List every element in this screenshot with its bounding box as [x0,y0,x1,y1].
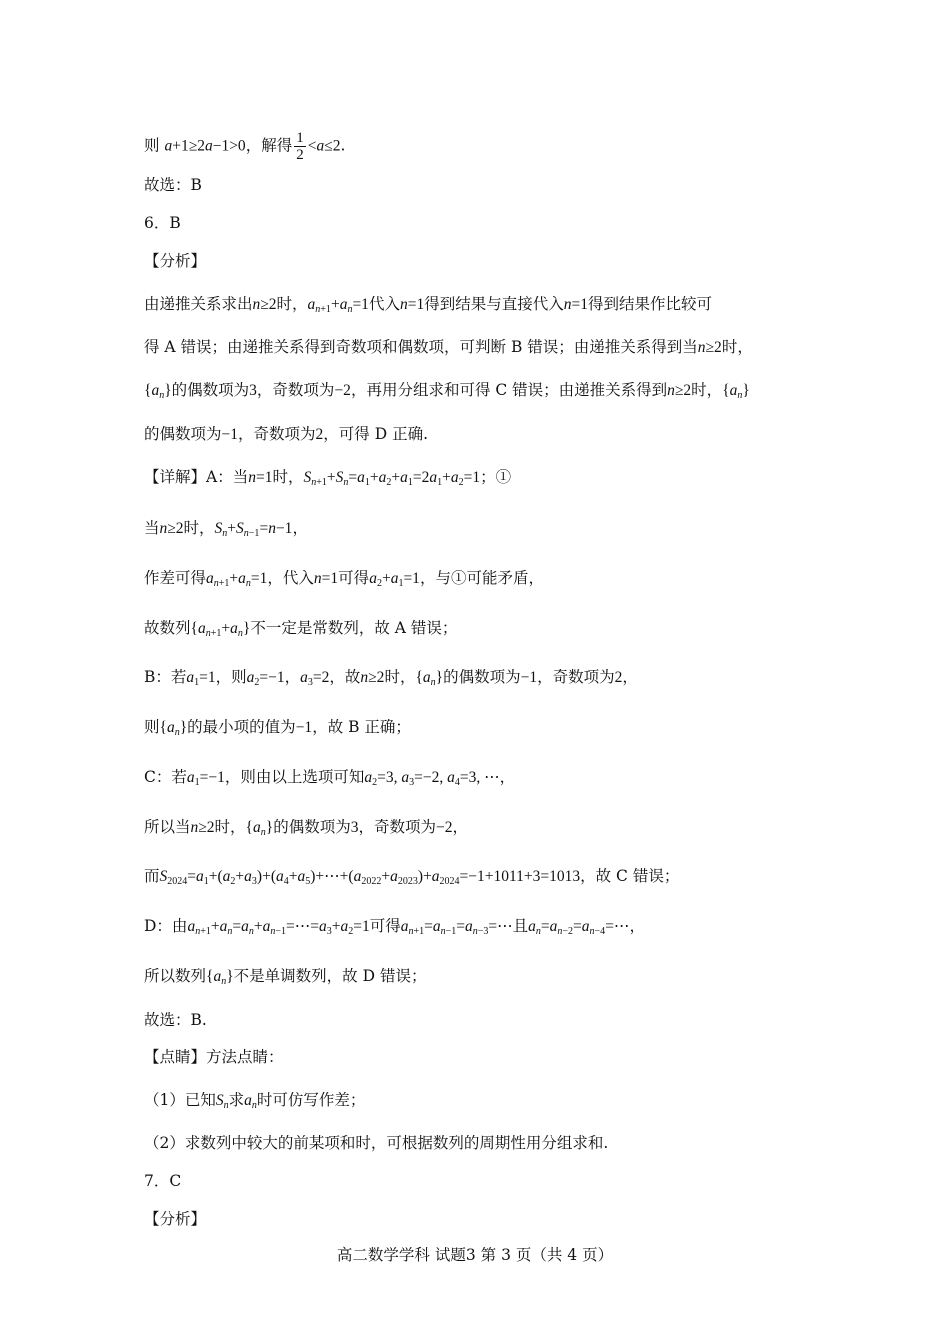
math: $a_{n+1}+a_n=1$ [307,296,369,315]
math: −1 [520,669,538,686]
text: ，故 B 正确； [312,718,411,736]
inequality: <a≤2 [307,137,341,155]
text: 时， [691,381,723,399]
text: 故数列 [144,619,191,637]
math: n=1 [563,296,588,313]
math: $\{a_n\}$ [415,669,444,688]
text: ，则 [215,668,247,686]
text-line-22 [144,1088,365,1113]
math: n≥2 [360,669,385,686]
text: 的偶数项为 [144,425,222,443]
text: ，可得 D 正确. [323,425,428,443]
text: 时， [276,295,308,313]
math: $a_{n+1}=a_{n-1}=a_{n-3}=\cdots$ [400,918,513,937]
math: $a_2=3$, $a_3=-2$, $a_4=3$, ⋯ [364,769,500,788]
math: $\{a_n\}$ [159,719,188,738]
answer-line: 故选：B. [144,1011,207,1029]
text: 时， [214,818,246,836]
text: 可得 [369,917,401,935]
section-heading: 【分析】 [144,252,207,270]
text: 所以数列 [144,967,207,985]
text-line-9 [144,465,511,490]
text: ，与①可能矛盾， [419,569,544,587]
text: 【详解】A：当 [144,468,249,486]
inequality: a+1≥2a−1>0 [164,137,246,155]
text: 则 [144,136,160,155]
text: 求 [228,1091,245,1109]
text: 的最小项的值为 [187,718,296,736]
math: −2 [334,382,351,399]
text: 得到结果作比较可 [587,295,712,313]
text-line-1 [144,130,345,163]
text: ， [284,668,301,686]
text: ，代入 [267,569,314,587]
text: 则 [144,718,160,736]
text-line-13 [144,665,638,690]
math: $a_3=2$ [300,669,330,688]
text-line-10 [144,516,308,541]
math: n≥2 [190,819,215,836]
text: ，故 [329,668,361,686]
math: $\{a_n\}$ [245,819,274,838]
text: ， [452,818,468,836]
text: 当 [144,519,160,537]
text-line-17 [144,864,679,889]
text-line-14 [144,715,411,740]
text: ， [629,917,645,935]
math: $S_n$ [215,1092,229,1111]
text: B：若 [144,668,187,686]
text: 时， [721,338,753,356]
text: 时， [272,468,304,486]
text: 时可仿写作差； [256,1091,366,1109]
text-line-19 [144,964,426,989]
math: $\{a_n\}$ [206,968,234,987]
math: −1 [295,719,313,736]
math: $a_2+a_1=1$ [369,570,420,589]
math: $a_2=-1$ [246,669,285,688]
text: 的偶数项为 [443,668,521,686]
text-line-7 [144,378,750,403]
math: 2 [614,669,623,686]
text: D：由 [144,917,188,935]
text-line-8 [144,422,428,447]
text: 作差可得 [144,569,207,587]
section-heading: 【分析】 [144,1210,207,1228]
text-line-15 [144,765,515,790]
text: ，则由以上选项可知 [224,768,365,786]
text: 不是单调数列，故 D 错误； [233,967,427,985]
math: n≥2 [667,382,692,399]
math: $a_n=a_{n-2}=a_{n-4}=\cdots$ [528,918,630,937]
math: 3 [249,382,257,399]
text: 的偶数项为 [273,818,351,836]
math: $S_n+S_{n-1}=n-1$ [214,520,293,539]
question-number: 6．B [144,214,181,232]
page-footer: 高二数学学科 试题3 第 3 页（共 4 页） [336,1246,614,1264]
text: 且 [512,917,529,935]
math: n≥2 [159,520,184,537]
question-number: 7．C [144,1172,182,1190]
math: $S_{n+1}+S_n=a_1+a_2+a_1=2a_1+a_2=1$ [303,469,481,488]
text-line-6 [144,335,753,360]
math: $a_{n+1}+a_n=1$ [206,570,268,589]
math: $\{a_{n+1}+a_n\}$ [190,620,251,639]
text: 代入 [368,295,400,313]
text: 不一定是常数列，故 A 错误； [250,619,458,637]
text: . [340,136,346,155]
text-line-2: 故选：B [144,176,202,194]
text: 可得 [338,569,370,587]
text: 的偶数项为 [171,381,250,399]
text: ， [292,519,308,537]
text: ，奇数项为 [238,425,316,443]
text-line-18 [144,914,645,939]
text: ， [622,668,638,686]
text: ，再用分组求和可得 C 错误；由递推关系得到 [350,381,668,399]
fraction: $\frac{1}{2}$ [296,130,304,163]
math: n=1 [399,296,425,313]
text: ，奇数项为 [537,668,615,686]
text: ；① [480,468,512,486]
math: n=1 [248,469,273,486]
text: ，奇数项为 [358,818,436,836]
text: 所以当 [144,818,191,836]
text: ， [499,768,516,786]
math: $\{a_n\}$ [722,382,750,401]
text: ，故 C 错误； [580,867,680,885]
math: n=1 [313,570,339,587]
text-line-23: （2）求数列中较大的前某项和时，可根据数列的周期性用分组求和. [144,1134,609,1152]
math: $a_{n+1}+a_n=a_n+a_{n-1}=\cdots=a_3+a_2=1$ [187,918,370,937]
text: ，解得 [245,136,293,155]
math: 3 [350,819,359,836]
text: 由递推关系求出 [144,295,253,313]
section-heading: 【点睛】方法点睛： [144,1048,284,1066]
math: $a_n$ [244,1092,257,1111]
text: 时， [183,519,215,537]
math: −2 [435,819,453,836]
math: n≥2 [697,339,722,356]
math: $S_{2024}=a_1+(a_2+a_3)+(a_4+a_5)+\cdots+(a_{2022}+a_{2023})+a_{2024}=-1+1011+3=1013$ [159,868,581,887]
text-line-12 [144,616,457,641]
text: 得到结果与直接代入 [424,295,564,313]
text-line-16 [144,815,468,840]
text: 而 [144,867,160,885]
math: −1 [221,426,239,443]
math: n≥2 [252,296,277,313]
math: $\{a_n\}$ [144,382,172,401]
text: （1）已知 [144,1091,216,1109]
text: 得 A 错误；由递推关系得到奇数项和偶数项，可判断 B 错误；由递推关系得到当 [144,338,698,356]
math: $a_1=-1$ [186,769,225,788]
math: 2 [315,426,324,443]
text: 时， [384,668,416,686]
text: C：若 [144,768,187,786]
text-line-5 [144,292,712,317]
text: ，奇数项为 [256,381,335,399]
math: $a_1=1$ [186,669,216,688]
text-line-11 [144,566,544,591]
